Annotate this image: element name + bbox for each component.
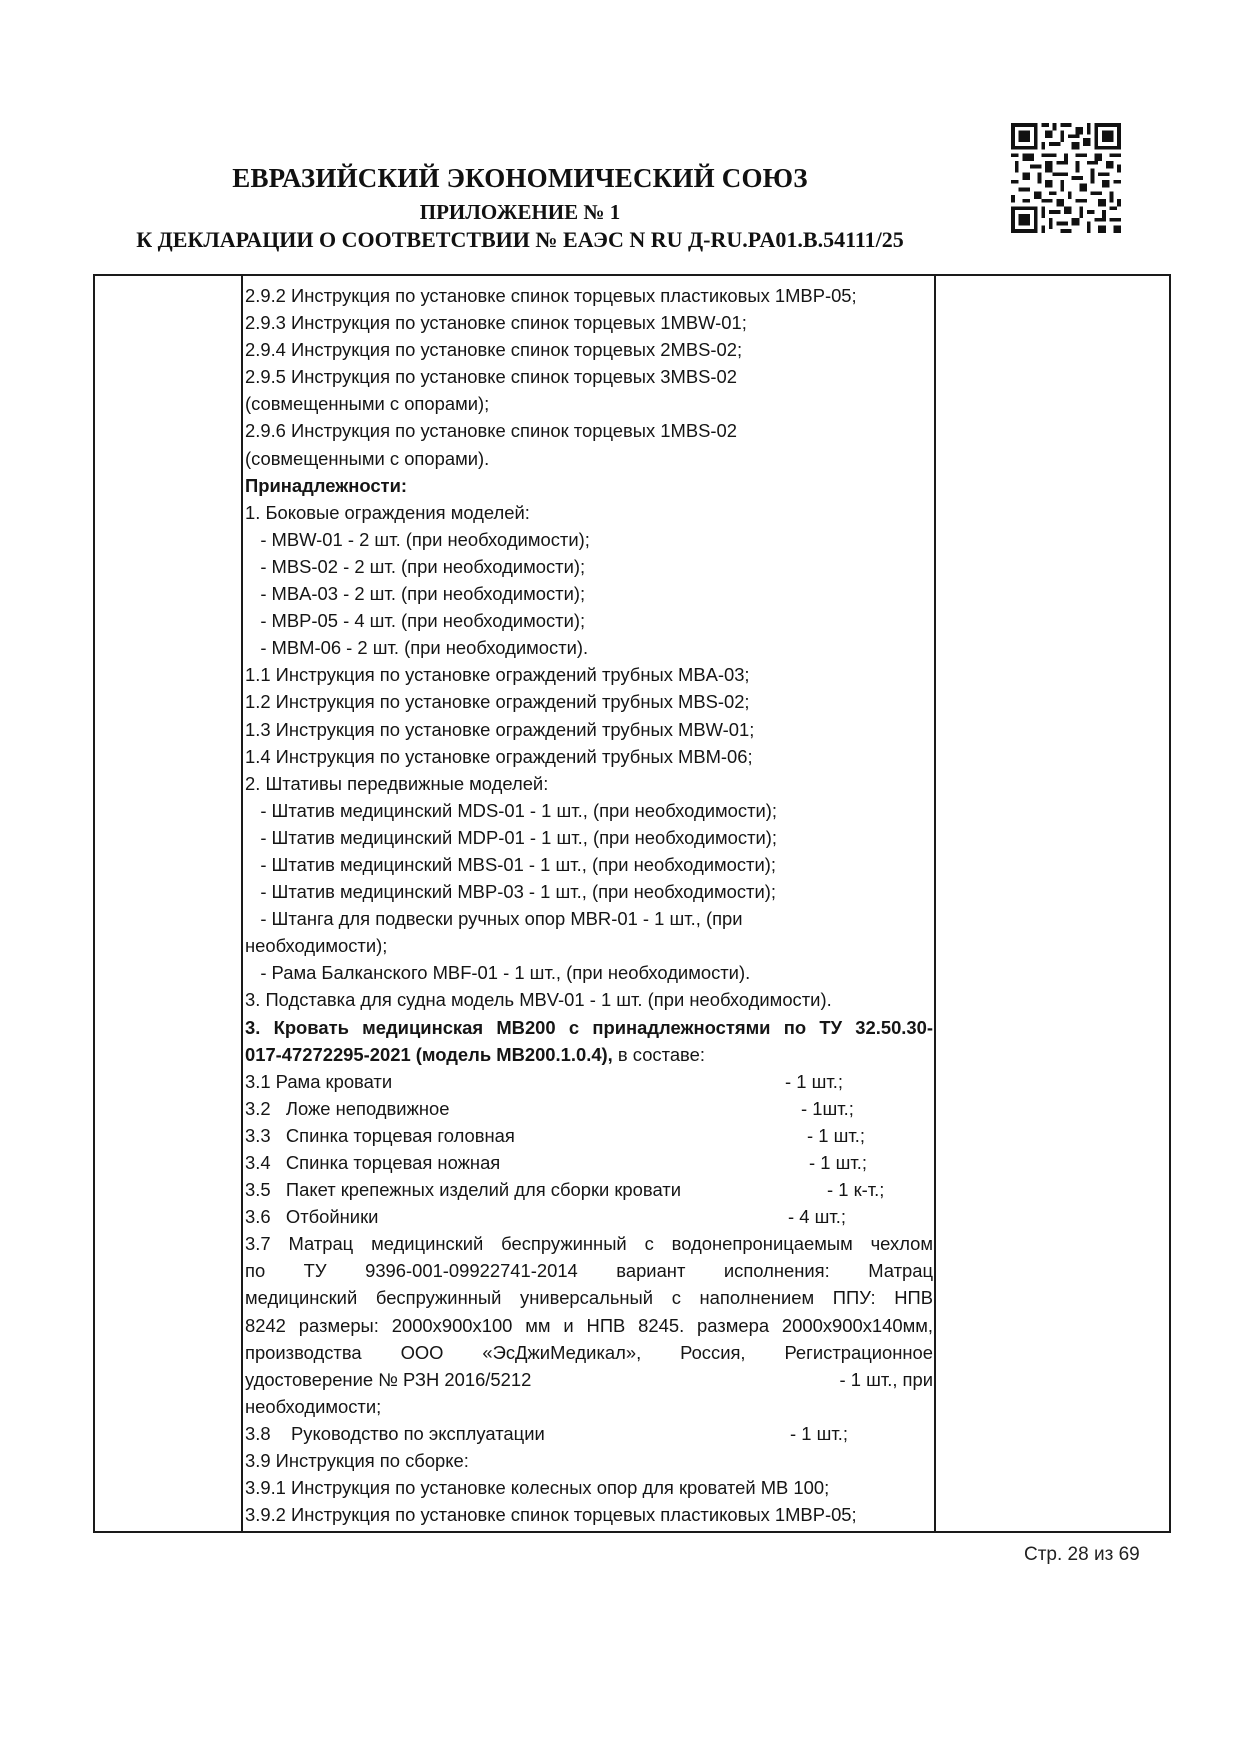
component-label: 3.5 Пакет крепежных изделий для сборки кровати <box>245 1179 681 1201</box>
component-qty: - 1 к-т.; <box>827 1179 885 1201</box>
list-item: 3. Подставка для судна модель MBV-01 - 1 шт. (при необходимости). <box>245 989 832 1011</box>
list-item: - MBP-05 - 4 шт. (при необходимости); <box>245 610 586 632</box>
component-row <box>245 1068 933 1095</box>
list-item: 2. Штативы передвижные моделей: <box>245 772 549 794</box>
list-item: 2.9.5 Инструкция по установке спинок торцевых 3MBS-02 <box>245 366 737 388</box>
list-item: 1. Боковые ограждения моделей: <box>245 501 530 523</box>
mattress-description: 8242 размеры: 2000х900х100 мм и НПВ 8245. размера 2000х900х140мм, <box>245 1314 933 1336</box>
component-row <box>245 1095 933 1122</box>
list-item: 1.4 Инструкция по установке ограждений трубных MBM-06; <box>245 745 753 767</box>
list-item: 2.9.6 Инструкция по установке спинок торцевых 1MBS-02 <box>245 420 737 442</box>
component-label: 3.6 Отбойники <box>245 1206 379 1228</box>
manual-row <box>245 1420 933 1447</box>
list-item: - MBM-06 - 2 шт. (при необходимости). <box>245 637 589 659</box>
mattress-certificate-row <box>245 1366 933 1393</box>
assembly-item: 3.9.1 Инструкция по установке колесных опор для кроватей МВ 100; <box>245 1477 830 1499</box>
manual-qty: - 1 шт.; <box>790 1422 848 1444</box>
component-label: 3.3 Спинка торцевая головная <box>245 1124 515 1146</box>
list-item: - MBA-03 - 2 шт. (при необходимости); <box>245 583 586 605</box>
mattress-note: необходимости; <box>245 1395 382 1417</box>
component-qty: - 1шт.; <box>801 1097 854 1119</box>
component-qty: - 4 шт.; <box>788 1206 846 1228</box>
list-item: - Штатив медицинский MBP-03 - 1 шт., (при необходимости); <box>245 881 776 903</box>
list-item: 1.2 Инструкция по установке ограждений трубных MBS-02; <box>245 691 750 713</box>
component-row <box>245 1149 933 1176</box>
list-item: - Штатив медицинский MBS-01 - 1 шт., (при необходимости); <box>245 853 776 875</box>
section-heading-bed-model <box>245 1041 933 1068</box>
mattress-certificate: удостоверение № РЗН 2016/5212 <box>245 1368 532 1390</box>
list-item: 2.9.2 Инструкция по установке спинок торцевых пластиковых 1MBP-05; <box>245 285 857 306</box>
list-item: 2.9.3 Инструкция по установке спинок торцевых 1MBW-01; <box>245 312 747 334</box>
list-item: 2.9.4 Инструкция по установке спинок торцевых 2MBS-02; <box>245 339 743 361</box>
manual-label: 3.8 Руководство по эксплуатации <box>245 1422 545 1444</box>
list-item: необходимости); <box>245 935 388 957</box>
component-qty: - 1 шт.; <box>807 1124 865 1146</box>
appendix-title: ПРИЛОЖЕНИЕ № 1 <box>419 200 621 224</box>
component-qty: - 1 шт.; <box>809 1152 867 1173</box>
component-label: 3.4 Спинка торцевая ножная <box>245 1152 501 1173</box>
table-column-content <box>243 276 934 1531</box>
list-item: (совмещенными с опорами). <box>245 447 490 469</box>
list-item: - Штанга для подвески ручных опор MBR-01 - 1 шт., (при <box>245 908 743 930</box>
section-heading-bed: 3. Кровать медицинская МВ200 с принадлежностями по ТУ 32.50.30- <box>245 1016 933 1038</box>
bed-model-spec: 017-47272295-2021 (модель МВ200.1.0.4), <box>245 1043 613 1065</box>
mattress-description: по ТУ 9396-001-09922741-2014 вариант исполнения: Матрац <box>245 1260 933 1282</box>
component-row <box>245 1176 933 1203</box>
list-item: 1.3 Инструкция по установке ограждений трубных MBW-01; <box>245 718 755 740</box>
list-item: - Штатив медицинский MDP-01 - 1 шт., (при необходимости); <box>245 826 777 848</box>
assembly-title: 3.9 Инструкция по сборке: <box>245 1450 469 1472</box>
list-item: (совмещенными с опорами); <box>245 393 490 415</box>
table-column-left <box>95 276 243 1531</box>
component-label: 3.2 Ложе неподвижное <box>245 1097 450 1119</box>
declaration-table <box>93 274 1171 1533</box>
bed-model-suffix: в составе: <box>612 1043 705 1065</box>
list-item: - Штатив медицинский MDS-01 - 1 шт., (при необходимости); <box>245 799 777 821</box>
section-heading-accessories: Принадлежности: <box>245 474 407 496</box>
list-item: - MBW-01 - 2 шт. (при необходимости); <box>245 528 590 550</box>
mattress-description: медицинский беспружинный универсальный с наполнением ППУ: НПВ <box>245 1287 933 1309</box>
list-item: - MBS-02 - 2 шт. (при необходимости); <box>245 555 586 577</box>
component-row <box>245 1122 933 1149</box>
assembly-item: 3.9.2 Инструкция по установке спинок торцевых пластиковых 1MBP-05; <box>245 1504 857 1526</box>
list-item: - Рама Балканского MBF-01 - 1 шт., (при необходимости). <box>245 962 751 984</box>
mattress-description: 3.7 Матрац медицинский беспружинный с водонепроницаемым чехлом <box>245 1233 933 1255</box>
qr-code-icon <box>1011 122 1121 234</box>
mattress-qty: - 1 шт., при <box>839 1368 933 1390</box>
list-item: 1.1 Инструкция по установке ограждений трубных MBA-03; <box>245 664 750 686</box>
declaration-number: К ДЕКЛАРАЦИИ О СООТВЕТСТВИИ № ЕАЭС N RU Д-RU.PA01.B.54111/25 <box>136 227 904 252</box>
content-block <box>245 282 933 1528</box>
component-qty: - 1 шт.; <box>785 1070 843 1092</box>
component-label: 3.1 Рама кровати <box>245 1070 393 1092</box>
table-column-right <box>934 276 1169 1531</box>
component-row <box>245 1203 933 1230</box>
page-number: Стр. 28 из 69 <box>1024 1544 1140 1565</box>
union-title: ЕВРАЗИЙСКИЙ ЭКОНОМИЧЕСКИЙ СОЮЗ <box>232 163 808 193</box>
mattress-description: производства ООО «ЭсДжиМедикал», Россия, Регистрационное <box>245 1341 933 1363</box>
